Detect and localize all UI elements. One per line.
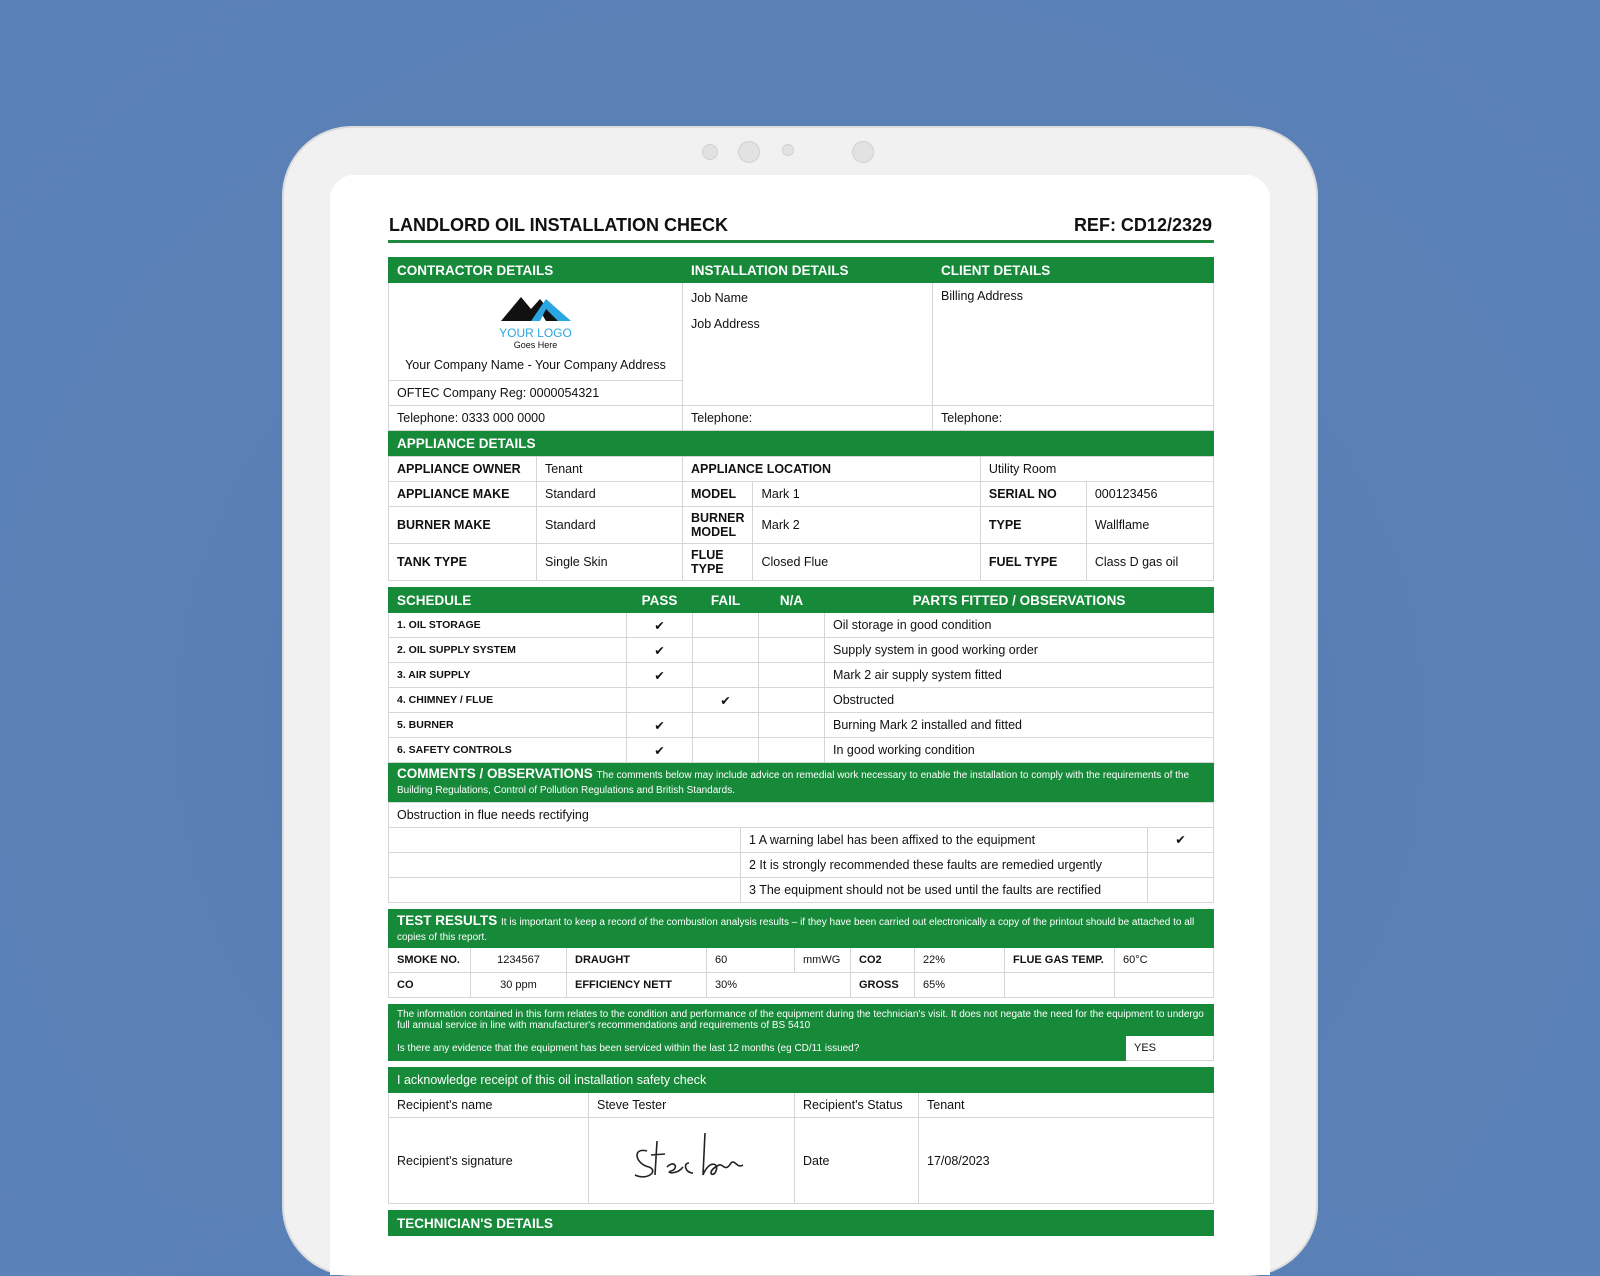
label: TYPE xyxy=(980,507,1086,544)
statement-text: 3 The equipment should not be used until the faults are rectified xyxy=(741,877,1148,902)
appliance-owner: Tenant xyxy=(537,457,683,482)
schedule-item: 5. BURNER xyxy=(389,713,627,738)
label: SERIAL NO xyxy=(980,482,1086,507)
type: Wallflame xyxy=(1086,507,1213,544)
label: Recipient's name xyxy=(389,1093,589,1118)
statement-check: ✔ xyxy=(1148,827,1214,852)
gross: 65% xyxy=(915,973,1005,998)
installation-telephone: Telephone: xyxy=(683,406,933,431)
contractor-telephone: Telephone: 0333 000 0000 xyxy=(389,406,683,431)
fail-check: ✔ xyxy=(693,688,759,713)
details-table xyxy=(388,257,1214,456)
camera-dot xyxy=(782,144,794,156)
recipient-status: Tenant xyxy=(919,1093,1214,1118)
label: TANK TYPE xyxy=(389,544,537,581)
schedule-row xyxy=(389,688,1214,713)
oftec-reg: OFTEC Company Reg: 0000054321 xyxy=(389,381,683,406)
blank-cell xyxy=(389,877,741,902)
statement-row xyxy=(389,852,1214,877)
schedule-item: 6. SAFETY CONTROLS xyxy=(389,738,627,763)
pass-check: ✔ xyxy=(627,613,693,638)
pass-header: PASS xyxy=(627,588,693,613)
test-results-note: It is important to keep a record of the combustion analysis results – if they have been carried out electronically a copy of the printout should be attached to all copies of this report. xyxy=(397,916,1195,943)
label: Recipient's signature xyxy=(389,1118,589,1204)
document-header xyxy=(388,215,1214,243)
fail-header: FAIL xyxy=(693,588,759,613)
schedule-table xyxy=(388,587,1214,802)
observation: Obstructed xyxy=(825,688,1214,713)
schedule-item: 3. AIR SUPPLY xyxy=(389,663,627,688)
efficiency-nett: 30% xyxy=(707,973,851,998)
observation: Oil storage in good condition xyxy=(825,613,1214,638)
label: CO2 xyxy=(851,948,915,973)
document xyxy=(388,215,1214,1236)
label: APPLIANCE OWNER xyxy=(389,457,537,482)
contractor-heading: CONTRACTOR DETAILS xyxy=(389,258,683,283)
label: FUEL TYPE xyxy=(980,544,1086,581)
statement-row xyxy=(389,827,1214,852)
co2: 22% xyxy=(915,948,1005,973)
statement-check xyxy=(1148,852,1214,877)
acknowledgement-heading: I acknowledge receipt of this oil installation safety check xyxy=(389,1068,1214,1093)
label: GROSS xyxy=(851,973,915,998)
logo-text: YOUR LOGO xyxy=(499,326,572,340)
schedule-row xyxy=(389,663,1214,688)
observations-header: PARTS FITTED / OBSERVATIONS xyxy=(825,588,1214,613)
label: FLUE TYPE xyxy=(683,544,753,581)
na-check xyxy=(759,638,825,663)
statement-text: 1 A warning label has been affixed to the equipment xyxy=(741,827,1148,852)
technician-heading: TECHNICIAN'S DETAILS xyxy=(389,1211,1214,1236)
comments-text: Obstruction in flue needs rectifying xyxy=(389,802,1214,827)
client-telephone: Telephone: xyxy=(933,406,1214,431)
na-check xyxy=(759,663,825,688)
blank-cell xyxy=(389,827,741,852)
schedule-header: SCHEDULE xyxy=(389,588,627,613)
label: DRAUGHT xyxy=(567,948,707,973)
burner-make: Standard xyxy=(537,507,683,544)
fail-check xyxy=(693,613,759,638)
statement-row xyxy=(389,877,1214,902)
recipient-name: Steve Tester xyxy=(589,1093,795,1118)
logo-subtext: Goes Here xyxy=(513,340,558,350)
pass-check: ✔ xyxy=(627,638,693,663)
fail-check xyxy=(693,663,759,688)
comments-note: The comments below may include advice on remedial work necessary to enable the installation to comply with the requirements of the Building Regulations, Control of Pollution Regulations and British Standards. xyxy=(397,770,1190,796)
serviced-answer: YES xyxy=(1126,1036,1214,1061)
observation: In good working condition xyxy=(825,738,1214,763)
schedule-row xyxy=(389,713,1214,738)
label: SMOKE NO. xyxy=(389,948,471,973)
schedule-item: 4. CHIMNEY / FLUE xyxy=(389,688,627,713)
na-check xyxy=(759,713,825,738)
statement-check xyxy=(1148,877,1214,902)
signature xyxy=(589,1118,795,1204)
test-results-heading: TEST RESULTS xyxy=(397,912,498,928)
camera-dot xyxy=(738,141,760,163)
company-name: Your Company Name - Your Company Address xyxy=(405,358,666,372)
fail-check xyxy=(693,638,759,663)
draught: 60 xyxy=(707,948,795,973)
billing-address: Billing Address xyxy=(933,283,1214,406)
label: FLUE GAS TEMP. xyxy=(1005,948,1115,973)
label: Date xyxy=(795,1118,919,1204)
appliance-table xyxy=(388,456,1214,581)
pass-check: ✔ xyxy=(627,738,693,763)
job-address: Job Address xyxy=(691,317,760,331)
label: APPLIANCE LOCATION xyxy=(683,457,981,482)
client-heading: CLIENT DETAILS xyxy=(933,258,1214,283)
tank-type: Single Skin xyxy=(537,544,683,581)
schedule-row xyxy=(389,738,1214,763)
serial-no: 000123456 xyxy=(1086,482,1213,507)
acknowledgement-table xyxy=(388,1067,1214,1204)
appliance-location: Utility Room xyxy=(980,457,1213,482)
job-name: Job Name xyxy=(691,291,748,305)
camera-dot xyxy=(702,144,718,160)
flue-gas-temp: 60°C xyxy=(1115,948,1214,973)
pass-check: ✔ xyxy=(627,663,693,688)
fail-check xyxy=(693,713,759,738)
label: MODEL xyxy=(683,482,753,507)
disclaimer: The information contained in this form relates to the condition and performance of the equipment during the technician's visit. It does not negate the need for the equipment to undergo full annual service in line with manufacturer's recommendations and requirements of BS 5410 xyxy=(389,1005,1214,1036)
date: 17/08/2023 xyxy=(919,1118,1214,1204)
blank-cell xyxy=(389,852,741,877)
serviced-question: Is there any evidence that the equipment has been serviced within the last 12 months (eg CD/11 issued? xyxy=(389,1036,1126,1061)
label: CO xyxy=(389,973,471,998)
logo-mountain-icon xyxy=(496,291,576,327)
label: BURNER MAKE xyxy=(389,507,537,544)
label: BURNER MODEL xyxy=(683,507,753,544)
observation: Burning Mark 2 installed and fitted xyxy=(825,713,1214,738)
installation-cell xyxy=(683,283,933,406)
comments-table xyxy=(388,802,1214,903)
comments-heading: COMMENTS / OBSERVATIONS xyxy=(397,766,593,781)
camera-dot xyxy=(852,141,874,163)
label: APPLIANCE MAKE xyxy=(389,482,537,507)
signature-image xyxy=(627,1129,757,1189)
na-header: N/A xyxy=(759,588,825,613)
na-check xyxy=(759,688,825,713)
fuel-type: Class D gas oil xyxy=(1086,544,1213,581)
label: Recipient's Status xyxy=(795,1093,919,1118)
statement-text: 2 It is strongly recommended these faults are remedied urgently xyxy=(741,852,1148,877)
observation: Mark 2 air supply system fitted xyxy=(825,663,1214,688)
schedule-row xyxy=(389,638,1214,663)
appliance-heading: APPLIANCE DETAILS xyxy=(389,431,1214,456)
burner-model: Mark 2 xyxy=(753,507,980,544)
smoke-no: 1234567 xyxy=(471,948,567,973)
test-results-table xyxy=(388,909,1214,999)
schedule-item: 2. OIL SUPPLY SYSTEM xyxy=(389,638,627,663)
co: 30 ppm xyxy=(471,973,567,998)
flue-type: Closed Flue xyxy=(753,544,980,581)
appliance-make: Standard xyxy=(537,482,683,507)
pass-check: ✔ xyxy=(627,713,693,738)
observation: Supply system in good working order xyxy=(825,638,1214,663)
document-title: LANDLORD OIL INSTALLATION CHECK xyxy=(389,215,728,235)
schedule-row xyxy=(389,613,1214,638)
label: EFFICIENCY NETT xyxy=(567,973,707,998)
installation-heading: INSTALLATION DETAILS xyxy=(683,258,933,283)
disclaimer-table xyxy=(388,1004,1214,1061)
pass-check xyxy=(627,688,693,713)
reference: REF: CD12/2329 xyxy=(1073,215,1212,235)
model: Mark 1 xyxy=(753,482,980,507)
schedule-item: 1. OIL STORAGE xyxy=(389,613,627,638)
na-check xyxy=(759,613,825,638)
logo-cell xyxy=(389,283,683,381)
fail-check xyxy=(693,738,759,763)
draught-unit: mmWG xyxy=(795,948,851,973)
na-check xyxy=(759,738,825,763)
